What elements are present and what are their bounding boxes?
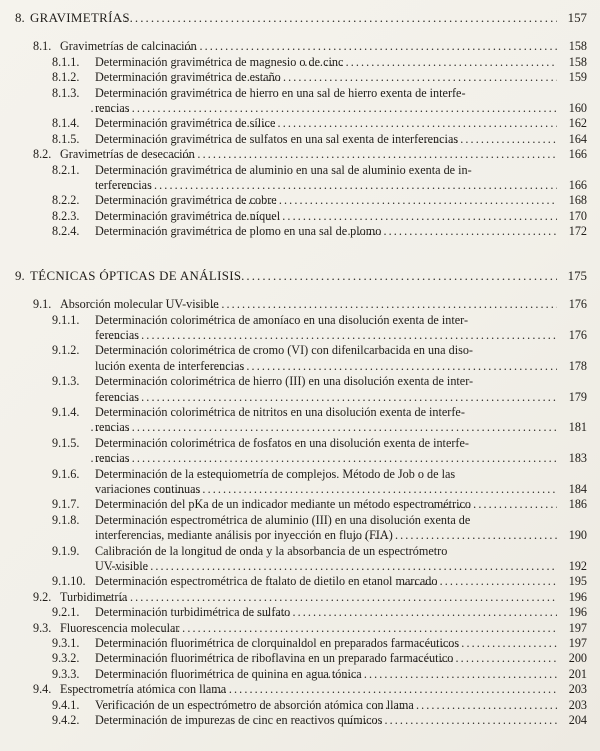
toc-entry-page-number: 192 — [568, 559, 587, 573]
toc-entry-number: 9.1. — [33, 297, 52, 312]
toc-entry — [52, 116, 587, 131]
toc-entry-page-number: 178 — [568, 358, 587, 373]
toc-entry-page-number: 176 — [568, 297, 587, 312]
toc-entry-title: Determinación fluorimétrica de clorquinaldol en preparados farmacéuticos — [95, 636, 460, 651]
toc-entry-text — [52, 636, 557, 651]
toc-entry-title: Determinación colorimétrica de hierro (III) en una disolución exenta de inter- — [95, 374, 474, 389]
toc-entry-title: Determinación colorimétrica de amoníaco en una disolución exenta de inter- — [95, 312, 469, 327]
toc-entry — [52, 698, 587, 713]
toc-entry-title: Determinación gravimétrica de magnesio o de cinc — [95, 54, 344, 69]
toc-entry-title: Turbidimetría — [60, 589, 128, 604]
toc-entry — [52, 86, 587, 117]
toc-entry-page-number: 204 — [568, 713, 587, 728]
toc-entry-page-number: 195 — [568, 574, 587, 589]
toc-entry-text — [52, 86, 557, 117]
toc-entry-text — [33, 297, 557, 312]
toc-entry-text — [33, 621, 557, 636]
toc-entry-text — [33, 590, 557, 605]
toc-entry — [33, 682, 587, 697]
toc-entry-text — [52, 132, 557, 147]
toc-entry-number: 9.1.4. — [52, 404, 80, 419]
toc-entry-title: Calibración de la longitud de onda y la absorbancia de un espectrómetro — [95, 543, 448, 558]
toc-entry-title: Determinación colorimétrica de nitritos en una disolución exenta de interfe- — [95, 404, 465, 419]
toc-entry — [52, 436, 587, 467]
toc-entry-title-line2: terferencias — [95, 178, 152, 193]
toc-entry-page-number: 168 — [568, 193, 587, 208]
toc-entry-title: Determinación turbidimétrica de sulfato — [95, 605, 291, 620]
toc-entry-number: 9.2.1. — [52, 605, 80, 620]
toc-entry-number: 8.2.4. — [52, 224, 80, 239]
toc-entry-number: 9.3.2. — [52, 651, 80, 666]
toc-entry-title: Determinación gravimétrica de cobre — [95, 193, 277, 208]
toc-entry-text — [52, 116, 557, 131]
toc-entry-title: TÉCNICAS ÓPTICAS DE ANÁLISIS — [30, 268, 242, 283]
toc-entry-page-number: 162 — [568, 116, 587, 131]
toc-entry-page-number: 190 — [568, 528, 587, 543]
toc-entry-text — [52, 70, 557, 85]
toc-entry-page-number: 184 — [568, 481, 587, 496]
toc-entry-text — [33, 39, 557, 54]
toc-entry-title: Determinación espectrométrica de aluminio (III) en una disolución exenta de — [95, 512, 471, 527]
toc-entry-page-number: 201 — [568, 666, 587, 681]
toc-entry-title: Determinación gravimétrica de hierro en una sal de hierro exenta de interfe- — [95, 85, 466, 100]
toc-entry-page-number: 203 — [568, 682, 587, 697]
toc-entry-number: 8. — [15, 11, 25, 25]
toc-entry-number: 9.1.10. — [52, 574, 86, 589]
toc-entry-page-number: 196 — [568, 589, 587, 604]
toc-entry-page-number: 166 — [568, 178, 587, 193]
toc-entry — [52, 209, 587, 224]
toc-entry-text — [33, 682, 557, 697]
toc-entry-number: 9. — [15, 268, 25, 283]
toc-entry-text — [52, 436, 557, 467]
toc-entry-text — [52, 651, 557, 666]
toc-entry-page-number: 179 — [568, 389, 587, 404]
toc-entry — [15, 11, 587, 26]
toc-entry-number: 9.1.2. — [52, 343, 80, 358]
toc-entry-title-line2: lución exenta de interferencias — [95, 358, 245, 373]
toc-entry — [52, 374, 587, 405]
toc-entry-number: 8.1. — [33, 39, 52, 54]
toc-entry-title: Determinación colorimétrica de cromo (VI) con difenilcarbacida en una diso- — [95, 343, 473, 358]
toc-entry-page-number: 170 — [568, 208, 587, 223]
toc-entry-text — [52, 374, 557, 405]
toc-entry — [52, 224, 587, 239]
toc-entry-title: Determinación de impurezas de cinc en reactivos químicos — [95, 713, 383, 728]
toc-entry-title: Espectrometría atómica con llama — [60, 682, 227, 697]
toc-entry-title: Verificación de un espectrómetro de absorción atómica con llama — [95, 697, 414, 712]
toc-entry-title: Determinación del pKa de un indicador mediante un método espectrométrico — [95, 497, 471, 512]
toc-entry-title-line2: ferencias — [95, 389, 139, 404]
toc-entry-title: Determinación colorimétrica de fosfatos en una disolución exenta de interfe- — [95, 435, 469, 450]
toc-entry-page-number: 176 — [568, 327, 587, 342]
toc-entry-page-number: 203 — [568, 697, 587, 712]
toc-entry-title: Fluorescencia molecular — [60, 620, 180, 635]
toc-entry-number: 9.1.7. — [52, 497, 80, 512]
toc-entry-number: 8.2.3. — [52, 208, 80, 223]
toc-entry-text — [52, 513, 557, 544]
toc-entry — [52, 313, 587, 344]
toc-entry-text — [52, 698, 557, 713]
toc-entry-title-line2: interferencias, mediante análisis por inyección en flujo (FIA) — [95, 528, 393, 543]
toc-entry-page-number: 159 — [568, 70, 587, 85]
toc-entry-number: 9.1.6. — [52, 466, 80, 481]
toc-entry-number: 8.1.4. — [52, 116, 80, 131]
toc-entry-number: 9.1.9. — [52, 543, 80, 558]
toc-entry-number: 8.1.2. — [52, 70, 80, 85]
toc-entry-page-number: 197 — [568, 620, 587, 635]
toc-entry-title-line2: ferencias — [95, 327, 139, 342]
toc-entry — [52, 636, 587, 651]
toc-entry — [52, 70, 587, 85]
toc-entry — [52, 651, 587, 666]
toc-entry-title: Determinación gravimétrica de níquel — [95, 208, 281, 223]
toc-entry-page-number: 172 — [568, 224, 587, 239]
toc-entry-text — [15, 11, 557, 26]
toc-entry — [15, 269, 587, 284]
toc-entry-number: 8.2.2. — [52, 193, 80, 208]
toc-entry-text — [52, 55, 557, 70]
toc-entry-number: 9.3.3. — [52, 666, 80, 681]
toc-entry — [33, 39, 587, 54]
toc-entry-text — [52, 667, 557, 682]
toc-entry-page-number: 181 — [568, 420, 587, 435]
toc-entry-number: 9.3.1. — [52, 636, 80, 651]
toc-entry-number: 8.2.1. — [52, 162, 80, 177]
toc-entry-title: Determinación fluorimétrica de riboflavina en un preparado farmacéutico — [95, 651, 454, 666]
toc-entry-text — [52, 209, 557, 224]
toc-entry-title: Gravimetrías de desecación — [60, 147, 195, 162]
toc-entry-number: 9.1.1. — [52, 312, 80, 327]
toc-entry — [33, 621, 587, 636]
toc-entry-title: Determinación espectrométrica de ftalato de dietilo en etanol marcado — [95, 574, 438, 589]
toc-entry-number: 9.2. — [33, 589, 52, 604]
toc-entry — [52, 55, 587, 70]
toc-entry-page-number: 157 — [567, 11, 587, 25]
toc-entry-title-line2: variaciones continuas — [95, 481, 201, 496]
toc-entry-page-number: 196 — [568, 605, 587, 620]
toc-entry-number: 9.1.3. — [52, 374, 80, 389]
toc-entry — [52, 497, 587, 512]
toc-entry — [33, 590, 587, 605]
toc-entry-title-line2: UV-visible — [95, 559, 149, 573]
toc-entry-title: GRAVIMETRÍAS — [30, 11, 130, 25]
toc-entry — [52, 574, 587, 589]
toc-entry-title-line2: rencias — [95, 451, 130, 466]
toc-entry-text — [52, 713, 557, 728]
toc-entry-page-number: 158 — [568, 54, 587, 69]
toc-entry-page-number: 160 — [568, 101, 587, 116]
toc-entry-number: 9.3. — [33, 620, 52, 635]
toc-entry — [52, 132, 587, 147]
toc-entry-page-number: 186 — [568, 497, 587, 512]
toc-entry-page-number: 158 — [568, 39, 587, 54]
toc-entry-title-line2: rencias — [95, 101, 130, 116]
toc-entry-number: 8.1.3. — [52, 85, 80, 100]
toc-entry — [52, 163, 587, 194]
toc-entry-text — [52, 163, 557, 194]
toc-entry — [52, 713, 587, 728]
toc-entry — [52, 605, 587, 620]
toc-entry-number: 8.1.5. — [52, 131, 80, 146]
toc-entry-page-number: 175 — [567, 268, 587, 283]
toc-entry-number: 8.1.1. — [52, 54, 80, 69]
toc-entry-text — [52, 224, 557, 239]
toc-entry-title: Determinación gravimétrica de plomo en una sal de plomo — [95, 224, 382, 239]
toc-entry-number: 9.4. — [33, 682, 52, 697]
toc-entry — [52, 343, 587, 374]
toc-entry-number: 9.4.1. — [52, 697, 80, 712]
toc-entry — [33, 297, 587, 312]
toc-entry-number: 9.1.5. — [52, 435, 80, 450]
toc-entry — [52, 544, 587, 575]
toc-entry-text — [52, 405, 557, 436]
toc-entry — [52, 667, 587, 682]
toc-entry-text — [33, 147, 557, 162]
toc-entry-title: Determinación gravimétrica de aluminio en una sal de aluminio exenta de in- — [95, 162, 472, 177]
toc-entry-title-line2: rencias — [95, 420, 130, 435]
toc-entry-page-number: 166 — [568, 147, 587, 162]
toc-entry-number: 9.1.8. — [52, 512, 80, 527]
toc-entry-page-number: 164 — [568, 131, 587, 146]
toc-entry-title: Determinación gravimétrica de sulfatos en una sal exenta de interferencias — [95, 131, 459, 146]
toc-entry-number: 8.2. — [33, 147, 52, 162]
toc-entry-text — [52, 497, 557, 512]
toc-entry-text — [52, 544, 557, 575]
toc-entry — [52, 467, 587, 498]
toc-entry-title: Determinación fluorimétrica de quinina en agua tónica — [95, 666, 362, 681]
toc-entry-title: Gravimetrías de calcinación — [60, 39, 197, 54]
toc-entry-title: Determinación gravimétrica de sílice — [95, 116, 276, 131]
toc-entry-number: 9.4.2. — [52, 713, 80, 728]
toc-entry — [52, 405, 587, 436]
toc-entry-text — [52, 193, 557, 208]
toc-entry-text — [52, 467, 557, 498]
toc-entry — [52, 513, 587, 544]
toc-entry-page-number: 183 — [568, 451, 587, 466]
toc-entry — [52, 193, 587, 208]
toc-entry-text — [52, 313, 557, 344]
toc-entry-page-number: 197 — [568, 636, 587, 651]
toc-entry-text — [52, 605, 557, 620]
toc-entry-title: Determinación de la estequiometría de complejos. Método de Job o de las — [95, 466, 456, 481]
toc-entry — [33, 147, 587, 162]
toc-entry-text — [52, 343, 557, 374]
toc-entry-text — [52, 574, 557, 589]
toc-entry-title: Determinación gravimétrica de estaño — [95, 70, 281, 85]
toc-entry-text — [15, 269, 557, 284]
toc-entry-title: Absorción molecular UV-visible — [60, 297, 219, 312]
toc-entry-page-number: 200 — [568, 651, 587, 666]
